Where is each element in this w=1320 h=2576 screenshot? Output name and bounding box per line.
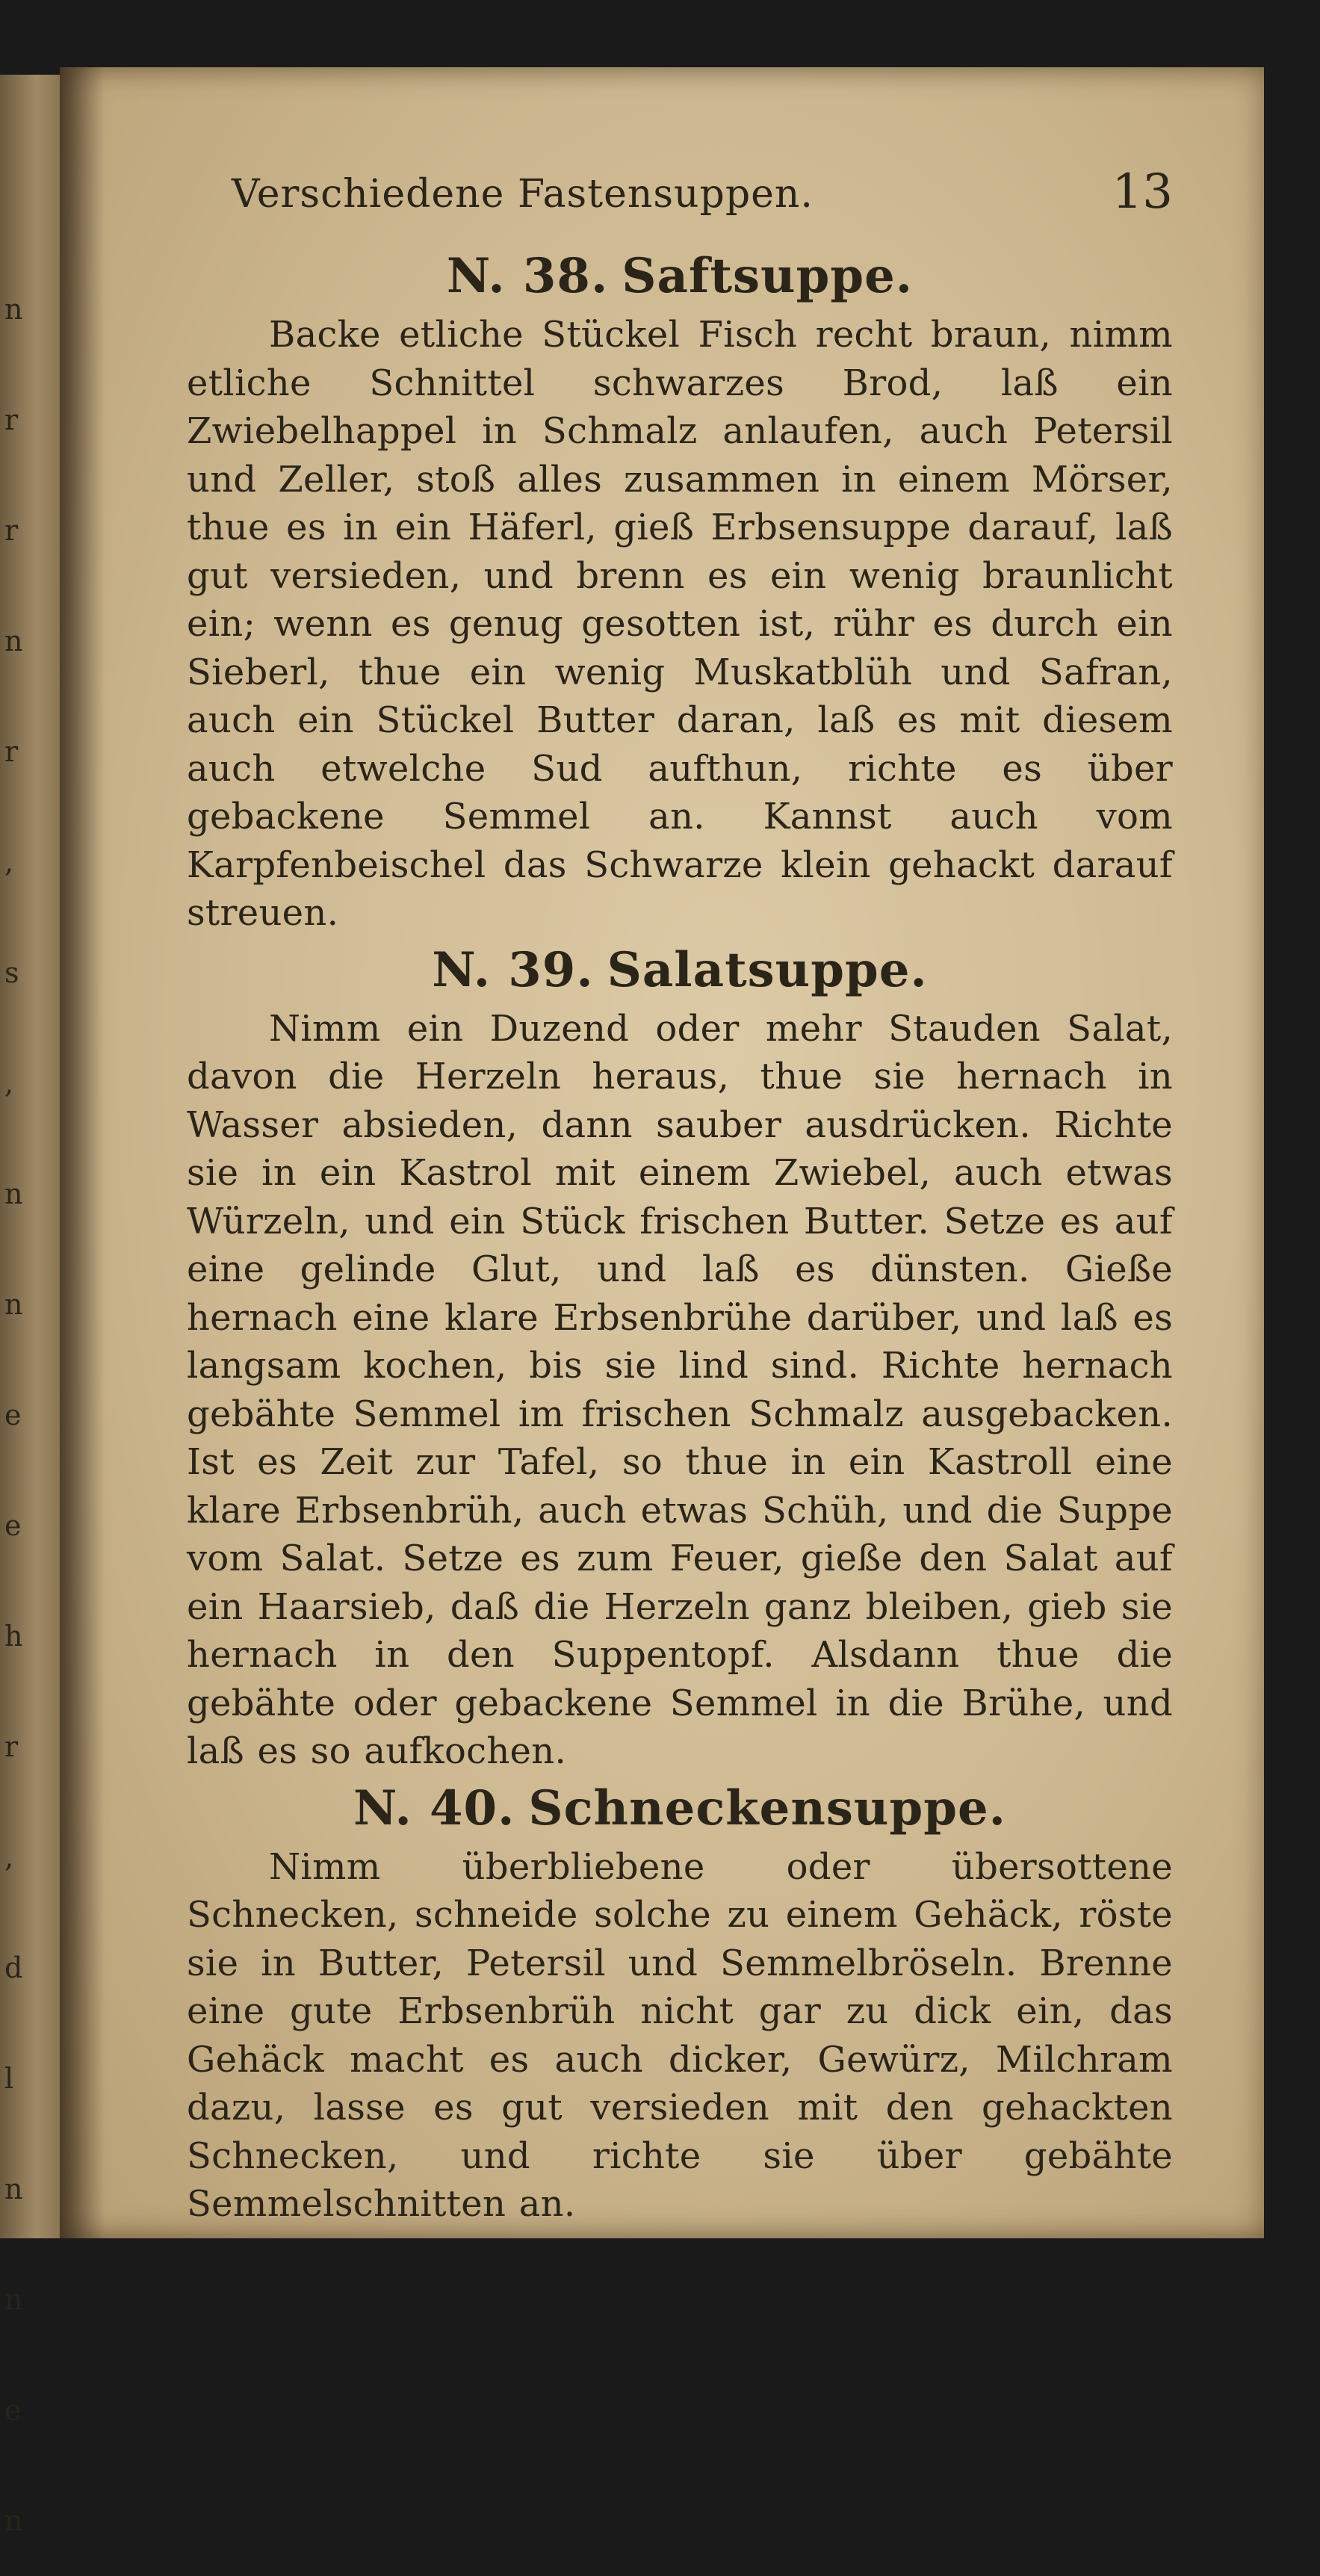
recipe-heading bbox=[187, 247, 1173, 306]
facing-page-edge bbox=[0, 75, 60, 2537]
page-content bbox=[187, 247, 1173, 2229]
recipe-number: N. 40. bbox=[353, 1780, 515, 1836]
recipe-title: Schneckensuppe. bbox=[528, 1780, 1006, 1836]
page-number: 13 bbox=[1112, 164, 1173, 220]
recipe-heading bbox=[187, 941, 1173, 1000]
page-header bbox=[232, 149, 1173, 232]
spine-shadow bbox=[60, 67, 105, 2238]
recipe-40 bbox=[187, 1779, 1173, 2229]
recipe-title: Salatsuppe. bbox=[607, 941, 928, 998]
recipe-number: N. 38. bbox=[446, 248, 609, 304]
recipe-text: Nimm überbliebene oder übersottene Schnecken, schneide solche zu einem Gehäck, röste sie in Butter, Petersil und Semmelbröseln. Brenne eine gute Erbsenbrüh nicht gar zu dick ein, das Gehäck macht es auch dicker, Gewürz, Milchram dazu, lasse es gut versieden mit den gehackten Schnecken, und richte sie über gebähte Semmelschnitten an. bbox=[187, 1845, 1173, 2225]
book-page bbox=[60, 67, 1264, 2238]
recipe-number: N. 39. bbox=[432, 941, 594, 998]
recipe-title: Saftsuppe. bbox=[622, 248, 914, 304]
recipe-text: Nimm ein Duzend oder mehr Stauden Salat, davon die Herzeln heraus, thue sie hernach in Wasser absieden, dann sauber ausdrücken. Richte sie in ein Kastrol mit einem Zwiebel, auch etwas Würzeln, und ein Stück frischen Butter. Setze es auf eine gelinde Glut, und laß es dünsten. Gieße hernach eine klare Erbsenbrühe darüber, und laß es langsam kochen, bis sie lind sind. Richte hernach gebähte Semmel im frischen Schmalz ausgebacken. Ist es Zeit zur Tafel, so thue in ein Kastroll eine klare Erbsenbrüh, auch etwas Schüh, und die Suppe vom Salat. Setze es zum Feuer, gieße den Salat auf ein Haarsieb, daß die Herzeln ganz bleiben, gieb sie hernach in den Suppentopf. Alsdann thue die gebähte oder gebackene Semmel in die Brühe, und laß es so aufkochen. bbox=[187, 1007, 1173, 1772]
running-title: Verschiedene Fastensuppen. bbox=[232, 172, 814, 217]
recipe-38 bbox=[187, 247, 1173, 938]
recipe-text: Backe etliche Stückel Fisch recht braun, nimm etliche Schnittel schwarzes Brod, laß ein Zwiebelhappel in Schmalz anlaufen, auch Petersil und Zeller, stoß alles zusammen in einem Mörser, thue es in ein Häferl, gieß Erbsensuppe darauf, laß gut versieden, und brenn es ein wenig braunlicht ein; wenn es genug gesotten ist, rühr es durch ein Sieberl, thue ein wenig Muskatblüh und Safran, auch ein Stückel Butter daran, laß es mit diesem auch etwelche Sud aufthun, richte es über gebackene Semmel an. Kannst auch vom Karpfenbeischel das Schwarze klein gehackt darauf streuen. bbox=[187, 314, 1173, 934]
facing-page-text-fragments: n r r n r , s , n n e e h r , d l n n e n bbox=[4, 293, 25, 2537]
recipe-heading bbox=[187, 1779, 1173, 1839]
recipe-39 bbox=[187, 941, 1173, 1776]
